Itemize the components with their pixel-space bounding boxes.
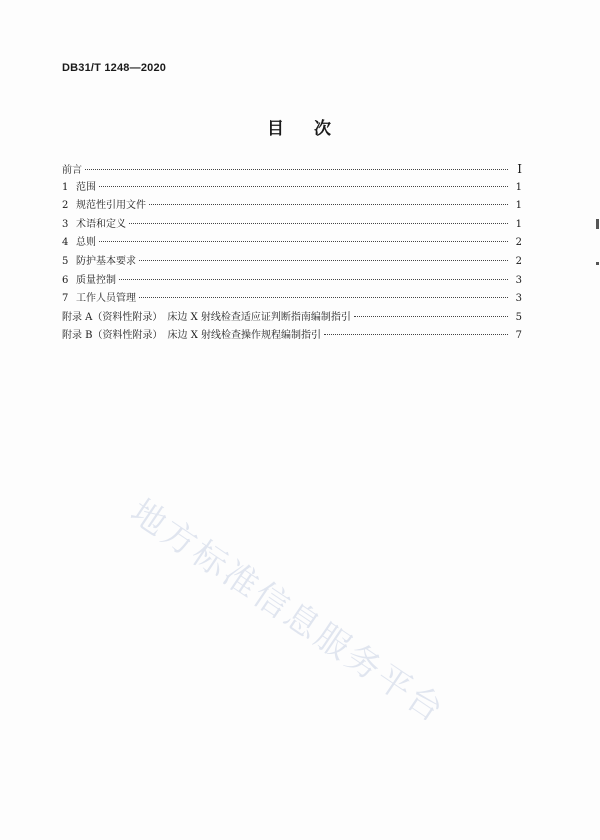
toc-leader-dots	[99, 241, 508, 242]
toc-entry-label: 附录 B（资料性附录） 床边 X 射线检查操作规程编制指引	[62, 330, 322, 342]
toc-entry-number: 5	[62, 255, 69, 267]
toc-entry-2[interactable]	[62, 197, 522, 216]
toc-entry-number: 4	[62, 237, 69, 249]
toc-entry-appendix-a[interactable]	[62, 309, 522, 328]
toc-entry-4[interactable]	[62, 234, 522, 253]
toc-entry-page: 2	[515, 255, 522, 267]
toc-entry-6[interactable]	[62, 272, 522, 291]
toc-entry-page: 1	[515, 181, 522, 193]
toc-leader-dots	[139, 297, 508, 298]
toc-entry-label: 范围	[76, 181, 96, 193]
toc-entry-appendix-b[interactable]	[62, 327, 522, 346]
toc-entry-label: 术语和定义	[76, 218, 126, 230]
toc-entry-page: 5	[515, 311, 522, 323]
toc-entry-page: 3	[515, 293, 522, 305]
toc-entry-page: I	[517, 162, 522, 176]
toc-entry-label: 前言	[62, 165, 82, 176]
toc-entry-7[interactable]	[62, 290, 522, 309]
toc-leader-dots	[85, 169, 508, 170]
toc-leader-dots	[324, 334, 508, 335]
toc-entry-page: 3	[515, 274, 522, 286]
scan-edge-mark	[596, 262, 599, 265]
toc-entry-number: 7	[62, 293, 69, 305]
toc-entry-number: 1	[62, 181, 69, 193]
toc-entry-number: 6	[62, 274, 69, 286]
toc-leader-dots	[119, 279, 508, 280]
toc-entry-label: 防护基本要求	[76, 255, 136, 267]
toc-title-part2: 次	[314, 119, 333, 139]
toc-list	[62, 160, 522, 346]
toc-leader-dots	[99, 186, 508, 187]
toc-entry-page: 1	[515, 218, 522, 230]
watermark: 地方标准信息服务平台	[123, 491, 453, 732]
toc-entry-number: 2	[62, 200, 69, 212]
toc-entry-label: 附录 A（资料性附录） 床边 X 射线检查适应证判断指南编制指引	[62, 311, 351, 323]
toc-entry-3[interactable]	[62, 216, 522, 235]
toc-entry-page: 1	[515, 200, 522, 212]
toc-entry-label: 规范性引用文件	[76, 200, 146, 212]
toc-title	[0, 114, 600, 139]
scan-edge-mark	[596, 219, 599, 229]
toc-entry-1[interactable]	[62, 179, 522, 198]
toc-entry-label: 总则	[76, 237, 96, 249]
toc-leader-dots	[149, 204, 508, 205]
document-code: DB31/T 1248—2020	[62, 62, 167, 74]
toc-leader-dots	[129, 223, 508, 224]
toc-entry-foreword[interactable]	[62, 160, 522, 179]
toc-leader-dots	[354, 316, 508, 317]
toc-title-part1: 目	[267, 119, 286, 139]
toc-entry-page: 2	[515, 237, 522, 249]
toc-entry-page: 7	[515, 330, 522, 342]
toc-entry-label: 工作人员管理	[76, 293, 136, 305]
toc-leader-dots	[139, 260, 508, 261]
toc-entry-label: 质量控制	[76, 274, 116, 286]
toc-entry-5[interactable]	[62, 253, 522, 272]
toc-entry-number: 3	[62, 218, 69, 230]
